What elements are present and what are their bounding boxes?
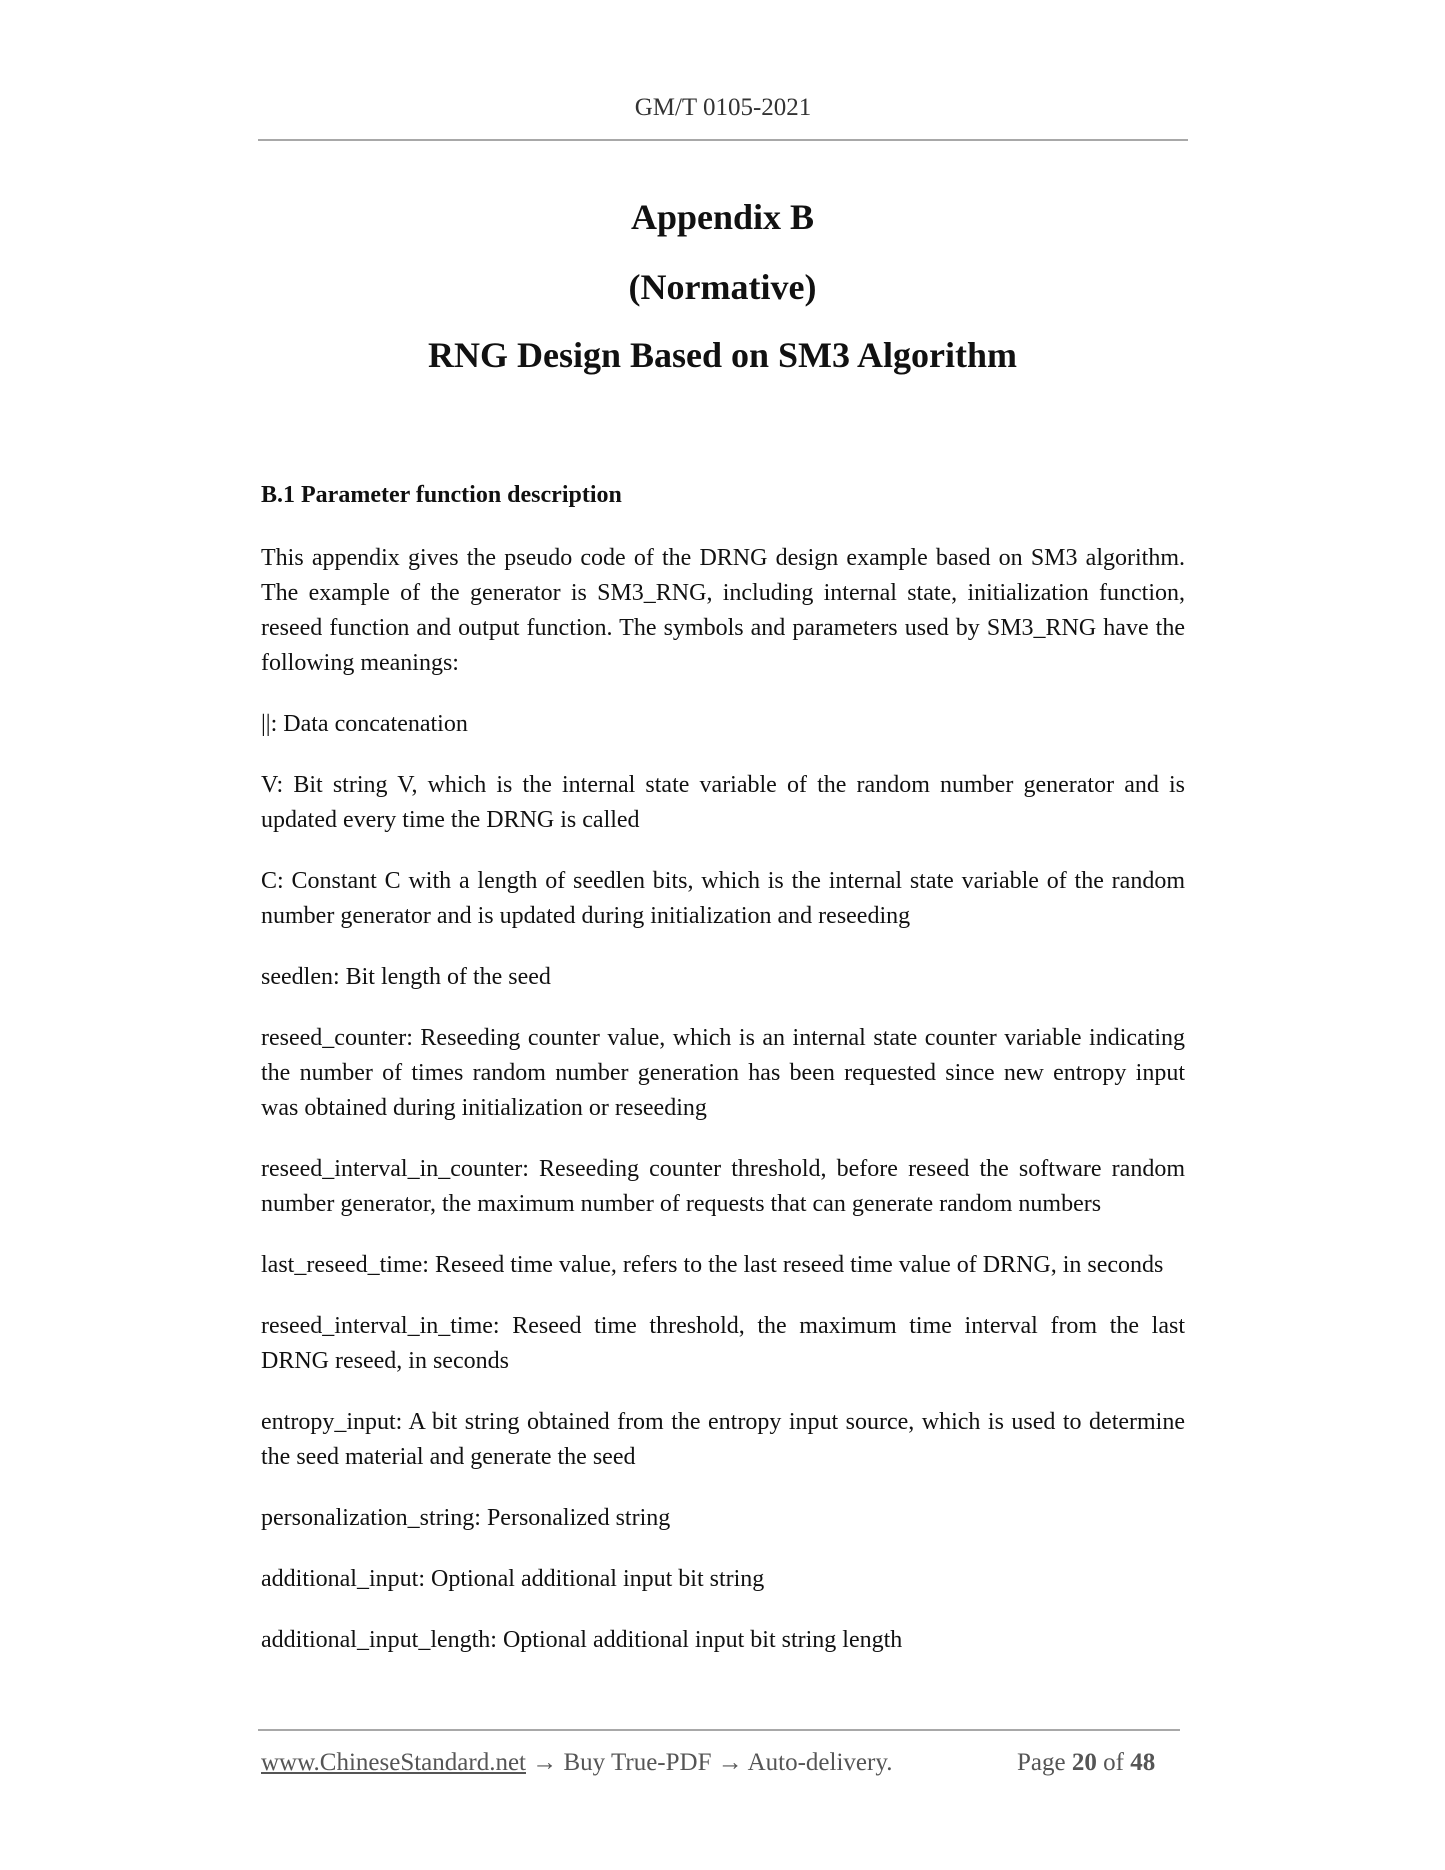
footer-promo	[261, 1749, 892, 1777]
appendix-status: (Normative)	[628, 267, 817, 307]
definition-reseed-counter: reseed_counter: Reseeding counter value, which is an internal state counter variable indicating the number of times random number generation has been requested since new entropy input was obtained during initialization or reseeding	[261, 1025, 1185, 1121]
site-link[interactable]: www.ChineseStandard.net	[261, 1749, 526, 1776]
definition-last-reseed-time: last_reseed_time: Reseed time value, refers to the last reseed time value of DRNG, in seconds	[261, 1252, 1164, 1278]
definition-entropy-input: entropy_input: A bit string obtained from the entropy input source, which is used to determine the seed material and generate the seed	[261, 1409, 1185, 1470]
page-total: 48	[1130, 1749, 1156, 1776]
definition-additional-input-length: additional_input_length: Optional additional input bit string length	[261, 1627, 903, 1653]
section-heading: B.1 Parameter function description	[261, 482, 622, 508]
section-body	[261, 541, 1185, 1684]
page-indicator	[1017, 1749, 1155, 1777]
definition-v: V: Bit string V, which is the internal state variable of the random number generator and is updated every time the DRNG is called	[261, 772, 1185, 833]
intro-paragraph: This appendix gives the pseudo code of the DRNG design example based on SM3 algorithm. The example of the generator is SM3_RNG, including internal state, initialization function, reseed function and output function. The symbols and parameters used by SM3_RNG have the following meanings:	[261, 545, 1185, 676]
definition-concatenation: ||: Data concatenation	[261, 711, 468, 737]
footer-tagline: → Buy True-PDF → Auto-delivery.	[526, 1749, 893, 1776]
footer-divider	[258, 1729, 1180, 1731]
definition-personalization-string: personalization_string: Personalized string	[261, 1505, 671, 1531]
page-label: Page	[1017, 1749, 1066, 1776]
definition-reseed-interval-in-counter: reseed_interval_in_counter: Reseeding counter threshold, before reseed the software random number generator, the maximum number of requests that can generate random numbers	[261, 1156, 1185, 1217]
definition-seedlen: seedlen: Bit length of the seed	[261, 964, 551, 990]
definition-additional-input: additional_input: Optional additional input bit string	[261, 1566, 765, 1592]
page-current: 20	[1071, 1749, 1097, 1776]
definition-reseed-interval-in-time: reseed_interval_in_time: Reseed time threshold, the maximum time interval from the last DRNG reseed, in seconds	[261, 1313, 1185, 1374]
header-divider	[258, 139, 1188, 141]
appendix-subject: RNG Design Based on SM3 Algorithm	[427, 335, 1018, 375]
page-of-label: of	[1103, 1749, 1124, 1776]
document-code: GM/T 0105-2021	[634, 94, 812, 121]
appendix-title: Appendix B	[630, 197, 815, 237]
definition-c: C: Constant C with a length of seedlen bits, which is the internal state variable of the random number generator and is updated during initialization and reseeding	[261, 868, 1185, 929]
